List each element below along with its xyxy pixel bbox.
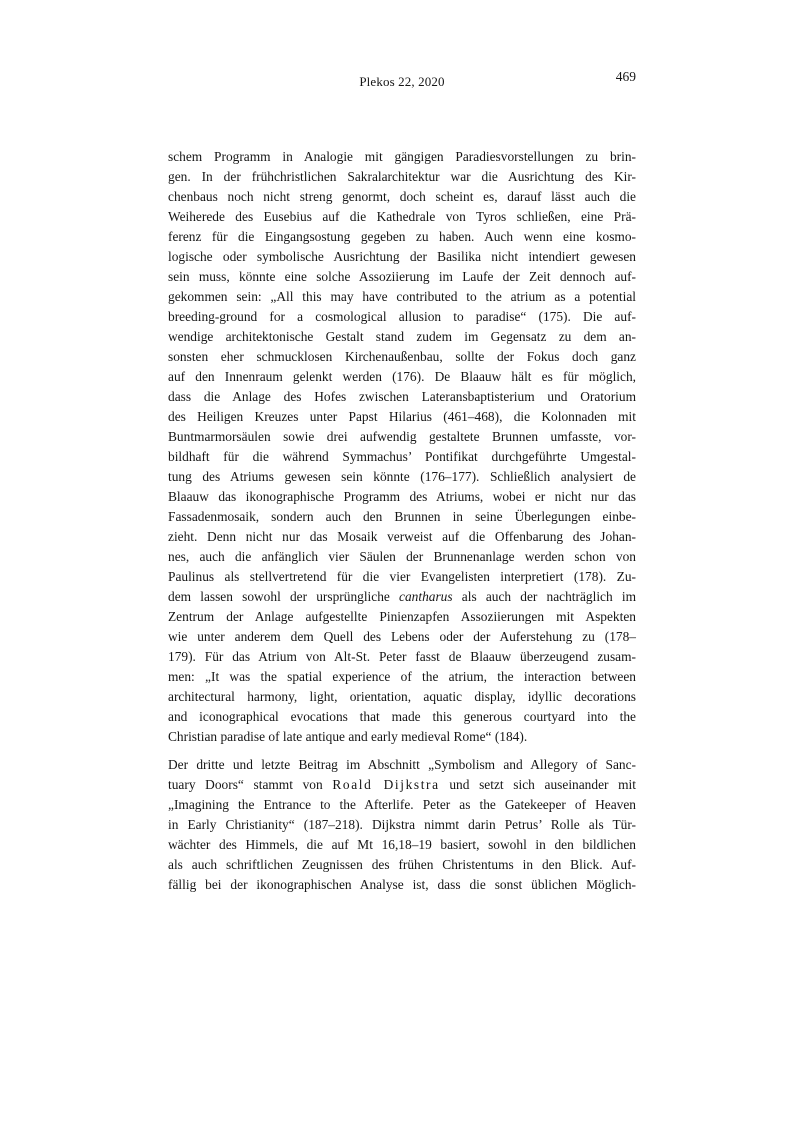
page-number: 469 — [615, 69, 636, 84]
text-segment: Fassadenmosaik, sondern auch den Brunnen in seine Überlegungen einbe- — [168, 509, 636, 524]
text-segment: sein muss, könnte eine solche Assoziierung im Laufe der Zeit dennoch auf- — [168, 269, 636, 284]
text-segment: fällig bei der ikonographischen Analyse ist, dass die sonst üblichen Möglich- — [168, 877, 636, 892]
text-line — [168, 467, 636, 487]
text-segment: des Heiligen Kreuzes unter Papst Hilarius (461–468), die Kolonnaden mit — [168, 409, 636, 424]
text-line — [168, 347, 636, 367]
paragraph — [168, 755, 636, 895]
text-segment: tuary Doors“ stammt von — [168, 777, 333, 792]
text-line — [168, 367, 636, 387]
text-segment: auf den Innenraum gelenkt werden (176). De Blaauw hält es für möglich, — [168, 369, 636, 384]
running-header — [168, 69, 636, 93]
text-line — [168, 267, 636, 287]
text-segment: wächter des Himmels, die auf Mt 16,18–19 basiert, sowohl in den bildlichen — [168, 837, 636, 852]
text-segment: als auch der nachträglich im — [452, 589, 636, 604]
text-line — [168, 815, 636, 835]
text-segment: 179). Für das Atrium von Alt-St. Peter fasst de Blaauw überzeugend zusam- — [168, 649, 636, 664]
person-name: Roald Dijkstra — [332, 777, 440, 792]
text-line — [168, 587, 636, 607]
text-line — [168, 647, 636, 667]
text-line — [168, 307, 636, 327]
text-segment: „Imagining the Entrance to the Afterlife. Peter as the Gatekeeper of Heaven — [168, 797, 636, 812]
text-segment: sonsten eher schmucklosen Kirchenaußenbau, sollte der Fokus doch ganz — [168, 349, 636, 364]
text-line — [168, 667, 636, 687]
text-line — [168, 875, 636, 895]
text-segment: Blaauw das ikonographische Programm des Atriums, wobei er nicht nur das — [168, 489, 636, 504]
text-segment: dass die Anlage des Hofes zwischen Lateransbaptisterium und Oratorium — [168, 389, 636, 404]
text-line — [168, 207, 636, 227]
text-line — [168, 567, 636, 587]
text-segment: Buntmarmorsäulen sowie drei aufwendig gestaltete Brunnen umfasste, vor- — [168, 429, 636, 444]
text-segment: schem Programm in Analogie mit gängigen Paradiesvorstellungen zu brin- — [168, 149, 636, 164]
text-line — [168, 627, 636, 647]
text-segment: architectural harmony, light, orientation, aquatic display, idyllic decorations — [168, 689, 636, 704]
text-line — [168, 187, 636, 207]
text-line — [168, 855, 636, 875]
text-segment: in Early Christianity“ (187–218). Dijkstra nimmt darin Petrus’ Rolle als Tür- — [168, 817, 636, 832]
text-segment: Christian paradise of late antique and early medieval Rome“ (184). — [168, 729, 528, 744]
text-line — [168, 247, 636, 267]
text-line — [168, 795, 636, 815]
text-segment: ferenz für die Eingangsostung gegeben zu haben. Auch wenn eine kosmo- — [168, 229, 636, 244]
text-line — [168, 707, 636, 727]
text-segment: und setzt sich auseinander mit — [439, 777, 636, 792]
text-line — [168, 407, 636, 427]
text-line — [168, 547, 636, 567]
text-segment: nes, auch die anfänglich vier Säulen der Brunnenanlage werden schon von — [168, 549, 636, 564]
paragraph — [168, 147, 636, 747]
text-line — [168, 447, 636, 467]
text-segment: Zentrum der Anlage aufgestellte Pinienzapfen Assoziierungen mit Aspekten — [168, 609, 636, 624]
text-line — [168, 227, 636, 247]
text-line — [168, 327, 636, 347]
text-segment: tung des Atriums gewesen sein könnte (176–177). Schließlich analysiert de — [168, 469, 636, 484]
text-segment: wie unter anderem dem Quell des Lebens oder der Auferstehung zu (178– — [168, 629, 636, 644]
text-line — [168, 607, 636, 627]
text-line — [168, 287, 636, 307]
journal-title: Plekos 22, 2020 — [359, 74, 445, 89]
text-segment: logische oder symbolische Ausrichtung der Basilika nicht intendiert gewesen — [168, 249, 636, 264]
text-segment: gen. In der frühchristlichen Sakralarchitektur war die Ausrichtung des Kir- — [168, 169, 636, 184]
text-block — [168, 147, 636, 895]
text-line — [168, 687, 636, 707]
text-line — [168, 487, 636, 507]
text-segment: gekommen sein: „All this may have contributed to the atrium as a potential — [168, 289, 636, 304]
text-line — [168, 755, 636, 775]
text-line — [168, 775, 636, 795]
text-segment: chenbaus noch nicht streng genormt, doch scheint es, darauf lässt auch die — [168, 189, 636, 204]
text-segment: zieht. Denn nicht nur das Mosaik verweist auf die Offenbarung des Johan- — [168, 529, 636, 544]
text-line — [168, 147, 636, 167]
text-segment: men: „It was the spatial experience of the atrium, the interaction between — [168, 669, 636, 684]
text-segment: Weiherede des Eusebius auf die Kathedrale von Tyros schließen, eine Prä- — [168, 209, 636, 224]
text-line — [168, 387, 636, 407]
text-segment: als auch schriftlichen Zeugnissen des frühen Christentums in den Blick. Auf- — [168, 857, 636, 872]
text-line — [168, 727, 636, 747]
italic-term: cantharus — [399, 589, 453, 604]
text-segment: Paulinus als stellvertretend für die vier Evangelisten interpretiert (178). Zu- — [168, 569, 636, 584]
text-segment: and iconographical evocations that made this generous courtyard into the — [168, 709, 636, 724]
text-segment: breeding-ground for a cosmological allusion to paradise“ (175). Die auf- — [168, 309, 636, 324]
text-line — [168, 427, 636, 447]
text-line — [168, 167, 636, 187]
text-segment: wendige architektonische Gestalt stand zudem im Gegensatz zu dem an- — [168, 329, 636, 344]
text-line — [168, 527, 636, 547]
text-segment: dem lassen sowohl der ursprüngliche — [168, 589, 400, 604]
text-line — [168, 835, 636, 855]
text-segment: Der dritte und letzte Beitrag im Abschnitt „Symbolism and Allegory of Sanc- — [168, 757, 636, 772]
text-segment: bildhaft für die während Symmachus’ Pontifikat durchgeführte Umgestal- — [168, 449, 636, 464]
text-line — [168, 507, 636, 527]
